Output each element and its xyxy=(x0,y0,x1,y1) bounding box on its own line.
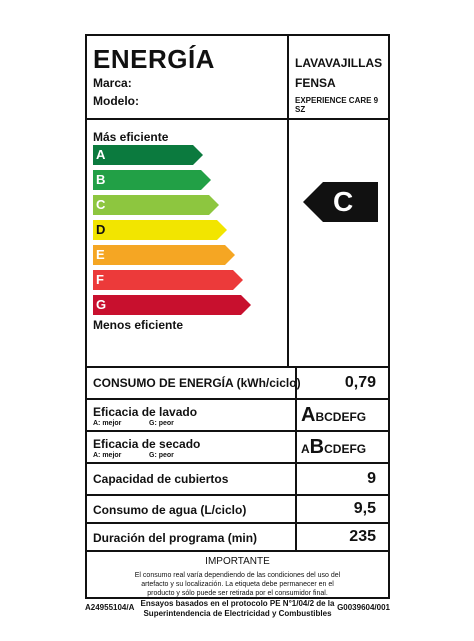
washing-rating-rest: BCDEFG xyxy=(315,410,367,424)
scale-bar-e xyxy=(93,245,235,265)
scale-arrow-a xyxy=(93,145,203,165)
washing-rating xyxy=(301,404,366,427)
scale-bottom-label: Menos eficiente xyxy=(93,318,184,332)
header-row xyxy=(87,36,388,120)
scale-bar-c xyxy=(93,195,219,215)
model-label: Modelo: xyxy=(93,94,139,108)
scale-divider xyxy=(287,120,289,366)
scale-arrow-g xyxy=(93,295,251,315)
capacity-label: Capacidad de cubiertos xyxy=(93,472,229,486)
drying-rating-rest: CDEFG xyxy=(324,442,367,456)
scale-bar-b xyxy=(93,170,211,190)
energy-consumption-label: CONSUMO DE ENERGÍA (kWh/ciclo) xyxy=(93,376,301,390)
scale-letter-a: A xyxy=(96,147,106,162)
notice-line-2: artefacto y su localización. La etiqueta debe permanecer en el xyxy=(141,581,334,588)
scale-bar-d xyxy=(93,220,227,240)
scale-bar-f xyxy=(93,270,243,290)
scale-letter-b: B xyxy=(96,172,106,187)
drying-worst-note: G: peor xyxy=(149,452,174,459)
notice-title: IMPORTANTE xyxy=(205,556,270,567)
drying-rating-pre: A xyxy=(301,442,310,456)
drying-efficiency-row xyxy=(87,432,388,464)
water-consumption-label: Consumo de agua (L/ciclo) xyxy=(93,503,247,517)
drying-efficiency-label: Eficacia de secado xyxy=(93,437,201,451)
drying-divider xyxy=(295,432,297,462)
scale-letter-e: E xyxy=(96,247,105,262)
capacity-value: 9 xyxy=(367,470,376,487)
water-consumption-row xyxy=(87,496,388,524)
washing-best-note: A: mejor xyxy=(93,420,122,427)
scale-arrow-d xyxy=(93,220,227,240)
brand-label: Marca: xyxy=(93,76,132,90)
label-title: ENERGÍA xyxy=(93,44,215,74)
energy-consumption-value: 0,79 xyxy=(344,374,376,391)
appliance-type: LAVAVAJILLAS xyxy=(295,56,383,70)
washing-divider xyxy=(295,400,297,430)
program-duration-label: Duración del programa (min) xyxy=(93,531,258,545)
scale-arrow-f xyxy=(93,270,243,290)
program-duration-row xyxy=(87,524,388,552)
drying-best-note: A: mejor xyxy=(93,452,122,459)
scale-arrow-c xyxy=(93,195,219,215)
scale-arrow-b xyxy=(93,170,211,190)
notice-line-1: El consumo real varía dependiendo de las condiciones del uso del xyxy=(134,572,341,579)
capacity-divider xyxy=(295,464,297,494)
footer-code-left: A24955104/A xyxy=(85,603,135,612)
rating-letter: C xyxy=(333,186,354,217)
scale-letter-d: D xyxy=(96,222,106,237)
scale-arrow-e xyxy=(93,245,235,265)
energy-consumption-row xyxy=(87,368,388,400)
water-divider xyxy=(295,496,297,522)
duration-divider xyxy=(295,524,297,550)
washing-rating-main: A xyxy=(301,404,316,426)
water-consumption-value: 9,5 xyxy=(353,500,376,517)
scale-bar-g xyxy=(93,295,251,315)
rating-indicator xyxy=(303,182,378,222)
scale-letter-g: G xyxy=(96,297,107,312)
washing-worst-note: G: peor xyxy=(149,420,174,427)
washing-efficiency-label: Eficacia de lavado xyxy=(93,405,198,419)
model-value: EXPERIENCE CARE 9 SZ xyxy=(295,96,379,114)
drying-rating xyxy=(301,436,366,459)
notice-line-5: Superintendencia de Electricidad y Combustibles xyxy=(143,609,332,618)
program-duration-value: 235 xyxy=(349,528,376,545)
scale-bar-a xyxy=(93,145,203,165)
washing-efficiency-row xyxy=(87,400,388,432)
scale-letter-c: C xyxy=(96,197,106,212)
drying-rating-main: B xyxy=(309,436,325,458)
footer-code-right: G0039604/001 xyxy=(337,603,390,612)
brand-value: FENSA xyxy=(295,76,336,90)
header-divider xyxy=(287,36,289,118)
scale-letter-f: F xyxy=(96,272,104,287)
scale-top-label: Más eficiente xyxy=(93,130,169,144)
capacity-row xyxy=(87,464,388,496)
notice-line-3: producto y sólo puede ser retirada por el consumidor final. xyxy=(147,590,328,597)
consumption-divider xyxy=(295,368,297,398)
notice-line-4: Ensayos basados en el protocolo PE N°1/04/2 de la xyxy=(140,599,335,608)
efficiency-scale-row xyxy=(87,120,388,368)
